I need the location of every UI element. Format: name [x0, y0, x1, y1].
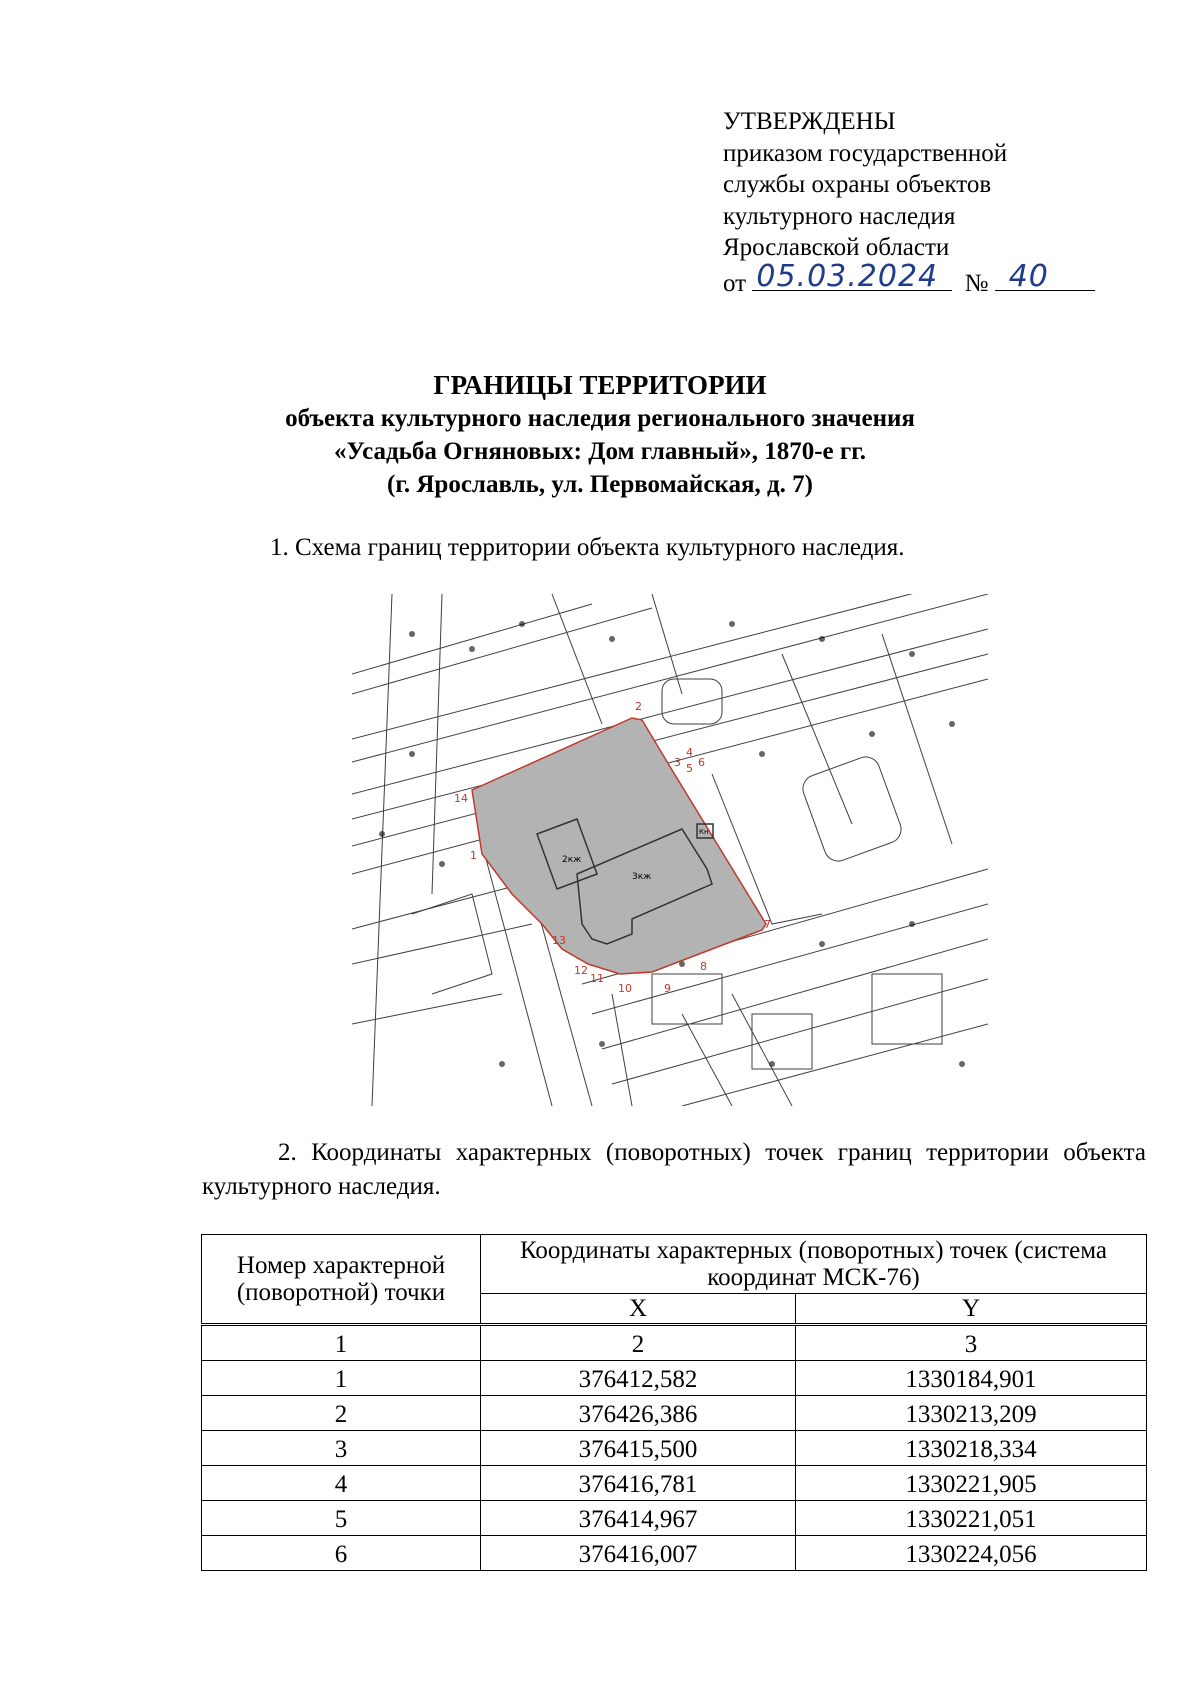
title-line: «Усадьба Огняновых: Дом главный», 1870-е гг. — [333, 438, 867, 465]
x-value: 376416,007 — [481, 1536, 796, 1571]
approval-line: службы охраны объектов — [723, 171, 992, 198]
point-label: 13 — [552, 934, 566, 947]
table-row — [202, 1466, 1147, 1501]
number-field — [995, 259, 1095, 294]
point-number: 4 — [202, 1466, 481, 1501]
point-label: 7 — [764, 918, 771, 931]
boundary-map — [352, 594, 988, 1106]
x-value: 376426,386 — [481, 1396, 796, 1431]
section-1-heading: 1. Схема границ территории объекта культурного наследия. — [270, 534, 905, 561]
point-label: 12 — [574, 964, 588, 977]
building-label: 3кж — [632, 872, 652, 882]
point-label: 9 — [664, 982, 671, 995]
x-value: 376415,500 — [481, 1431, 796, 1466]
col-header-coordinates: Координаты характерных (поворотных) точек (система координат МСК-76) — [481, 1235, 1147, 1294]
point-label: 5 — [686, 762, 693, 775]
point-label: 4 — [686, 746, 693, 759]
point-label: 10 — [618, 982, 632, 995]
col-header-point-number: Номер характерной (поворотной) точки — [202, 1235, 481, 1325]
date-field — [752, 259, 952, 294]
y-value: 1330224,056 — [796, 1536, 1147, 1571]
point-label: 3 — [674, 756, 681, 769]
point-label: 8 — [700, 960, 707, 973]
point-number: 5 — [202, 1501, 481, 1536]
title-line: ГРАНИЦЫ ТЕРРИТОРИИ — [433, 370, 767, 400]
point-number: 6 — [202, 1536, 481, 1571]
column-number-row — [202, 1325, 1147, 1361]
col-number: 2 — [481, 1325, 796, 1361]
point-number: 3 — [202, 1431, 481, 1466]
table-row — [202, 1361, 1147, 1396]
col-number: 3 — [796, 1325, 1147, 1361]
y-value: 1330221,905 — [796, 1466, 1147, 1501]
title-line: (г. Ярославль, ул. Первомайская, д. 7) — [387, 471, 813, 498]
coordinates-table — [201, 1234, 1147, 1571]
title-line: объекта культурного наследия регионального значения — [285, 405, 915, 432]
approval-heading: УТВЕРЖДЕНЫ — [723, 108, 896, 135]
handwritten-number: 40 — [1008, 259, 1049, 294]
x-value: 376414,967 — [481, 1501, 796, 1536]
building-label: Кн — [699, 828, 709, 836]
y-value: 1330221,051 — [796, 1501, 1147, 1536]
table-row — [202, 1396, 1147, 1431]
x-value: 376412,582 — [481, 1361, 796, 1396]
point-label: 6 — [698, 756, 705, 769]
approval-line: приказом государственной — [723, 139, 1008, 167]
y-value: 1330213,209 — [796, 1396, 1147, 1431]
col-header-x: X — [481, 1294, 796, 1325]
approval-line: Ярославской области — [723, 234, 950, 261]
approval-line: культурного наследия — [723, 202, 956, 230]
point-label: 11 — [590, 972, 604, 985]
point-label: 2 — [635, 700, 642, 713]
document-title — [0, 369, 1200, 501]
col-number: 1 — [202, 1325, 481, 1361]
date-prefix: от — [723, 269, 747, 297]
table-row — [202, 1501, 1147, 1536]
table-row — [202, 1536, 1147, 1571]
building-label: 2кж — [562, 855, 582, 865]
table-row — [202, 1431, 1147, 1466]
number-prefix: № — [964, 269, 989, 297]
y-value: 1330218,334 — [796, 1431, 1147, 1466]
point-label: 14 — [454, 792, 468, 805]
y-value: 1330184,901 — [796, 1361, 1147, 1396]
handwritten-date: 05.03.2024 — [756, 259, 939, 294]
point-label: 1 — [470, 849, 477, 862]
section-2-heading: 2. Координаты характерных (поворотных) точек границ территории объекта культурного наследия. — [202, 1139, 1146, 1200]
point-number: 2 — [202, 1396, 481, 1431]
col-header-y: Y — [796, 1294, 1147, 1325]
approval-block — [723, 106, 1095, 299]
point-number: 1 — [202, 1361, 481, 1396]
territory-polygon — [472, 718, 766, 974]
approval-date-line — [723, 259, 1095, 300]
x-value: 376416,781 — [481, 1466, 796, 1501]
